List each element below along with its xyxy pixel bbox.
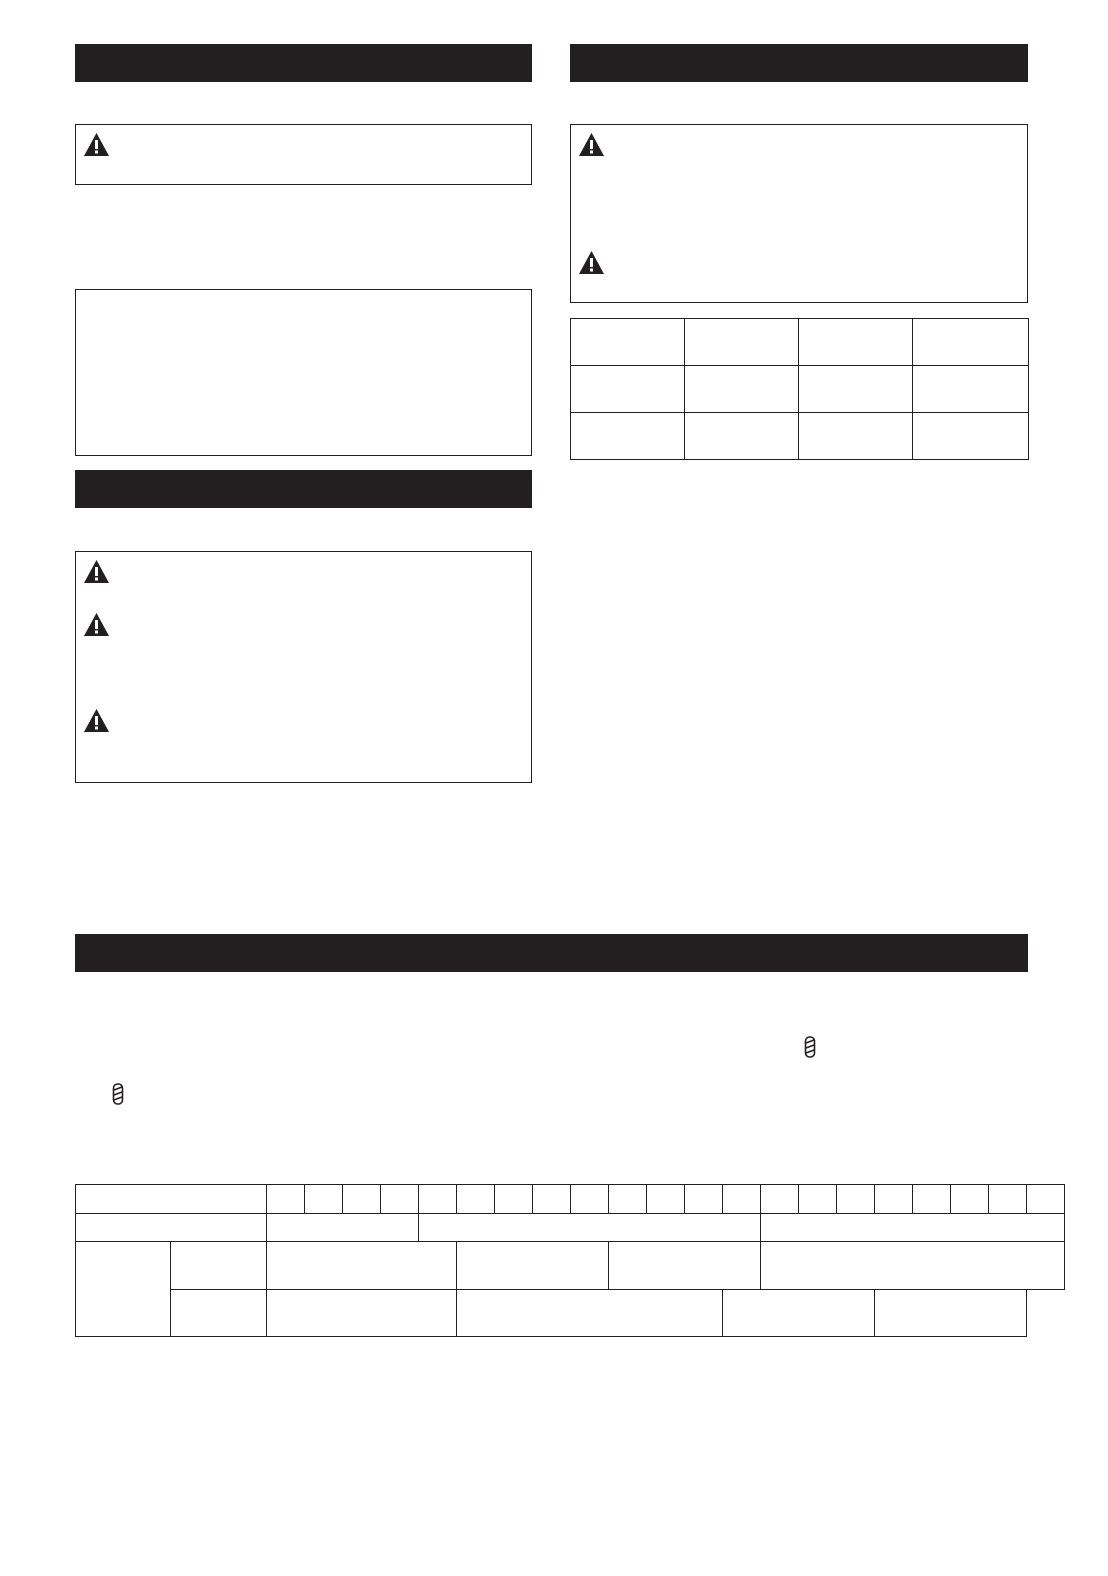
warning-triangle-icon xyxy=(83,559,110,584)
specification-table xyxy=(570,318,1029,460)
table-cell xyxy=(571,366,685,413)
number-cell xyxy=(837,1185,875,1214)
info-box xyxy=(75,289,532,456)
mode-cell xyxy=(267,1214,419,1242)
number-cell xyxy=(1027,1185,1065,1214)
drill-bit-icon xyxy=(111,1083,125,1105)
section-heading-bar-left-2 xyxy=(75,470,532,508)
number-cell xyxy=(343,1185,381,1214)
table-cell xyxy=(571,413,685,460)
table-row-sub-2 xyxy=(76,1290,1065,1337)
warning-box xyxy=(75,551,532,783)
table-row-setting-numbers xyxy=(76,1185,1065,1214)
table-row xyxy=(571,413,1029,460)
range-cell xyxy=(267,1290,457,1337)
number-cell xyxy=(647,1185,685,1214)
number-cell xyxy=(609,1185,647,1214)
number-cell xyxy=(267,1185,305,1214)
table-cell xyxy=(913,319,1029,366)
number-cell xyxy=(381,1185,419,1214)
table-row xyxy=(571,319,1029,366)
number-cell xyxy=(951,1185,989,1214)
range-cell xyxy=(761,1242,1065,1290)
row-label xyxy=(76,1214,267,1242)
row-label xyxy=(76,1185,267,1214)
warning-triangle-icon xyxy=(578,250,605,275)
warning-box xyxy=(570,124,1028,303)
range-cell xyxy=(267,1242,457,1290)
number-cell xyxy=(913,1185,951,1214)
range-cell xyxy=(457,1290,723,1337)
range-cell xyxy=(457,1242,609,1290)
table-cell xyxy=(913,366,1029,413)
number-cell xyxy=(419,1185,457,1214)
row-label xyxy=(171,1290,267,1337)
range-cell xyxy=(875,1290,1027,1337)
drill-bit-icon xyxy=(803,1036,817,1058)
table-cell xyxy=(913,413,1029,460)
settings-table xyxy=(75,1184,1065,1337)
number-cell xyxy=(457,1185,495,1214)
warning-box xyxy=(75,124,532,185)
number-cell xyxy=(723,1185,761,1214)
number-cell xyxy=(989,1185,1027,1214)
group-label xyxy=(76,1242,171,1337)
table-cell xyxy=(799,413,913,460)
number-cell xyxy=(533,1185,571,1214)
table-cell xyxy=(799,319,913,366)
warning-triangle-icon xyxy=(578,132,605,157)
table-cell xyxy=(799,366,913,413)
number-cell xyxy=(305,1185,343,1214)
table-row xyxy=(571,366,1029,413)
row-label xyxy=(171,1242,267,1290)
number-cell xyxy=(685,1185,723,1214)
number-cell xyxy=(799,1185,837,1214)
range-cell xyxy=(723,1290,875,1337)
number-cell xyxy=(761,1185,799,1214)
table-cell xyxy=(571,319,685,366)
number-cell xyxy=(571,1185,609,1214)
table-row-sub-1 xyxy=(76,1242,1065,1290)
table-cell xyxy=(685,319,799,366)
section-heading-bar-full xyxy=(75,934,1028,972)
table-row-mode xyxy=(76,1214,1065,1242)
range-cell xyxy=(609,1242,761,1290)
number-cell xyxy=(495,1185,533,1214)
mode-cell xyxy=(761,1214,1065,1242)
number-cell xyxy=(875,1185,913,1214)
section-heading-bar-left-1 xyxy=(75,44,532,82)
section-heading-bar-right-1 xyxy=(570,44,1028,82)
table-cell xyxy=(685,413,799,460)
mode-cell xyxy=(419,1214,761,1242)
warning-triangle-icon xyxy=(83,132,110,157)
table-cell xyxy=(685,366,799,413)
warning-triangle-icon xyxy=(83,708,110,733)
warning-triangle-icon xyxy=(83,612,110,637)
